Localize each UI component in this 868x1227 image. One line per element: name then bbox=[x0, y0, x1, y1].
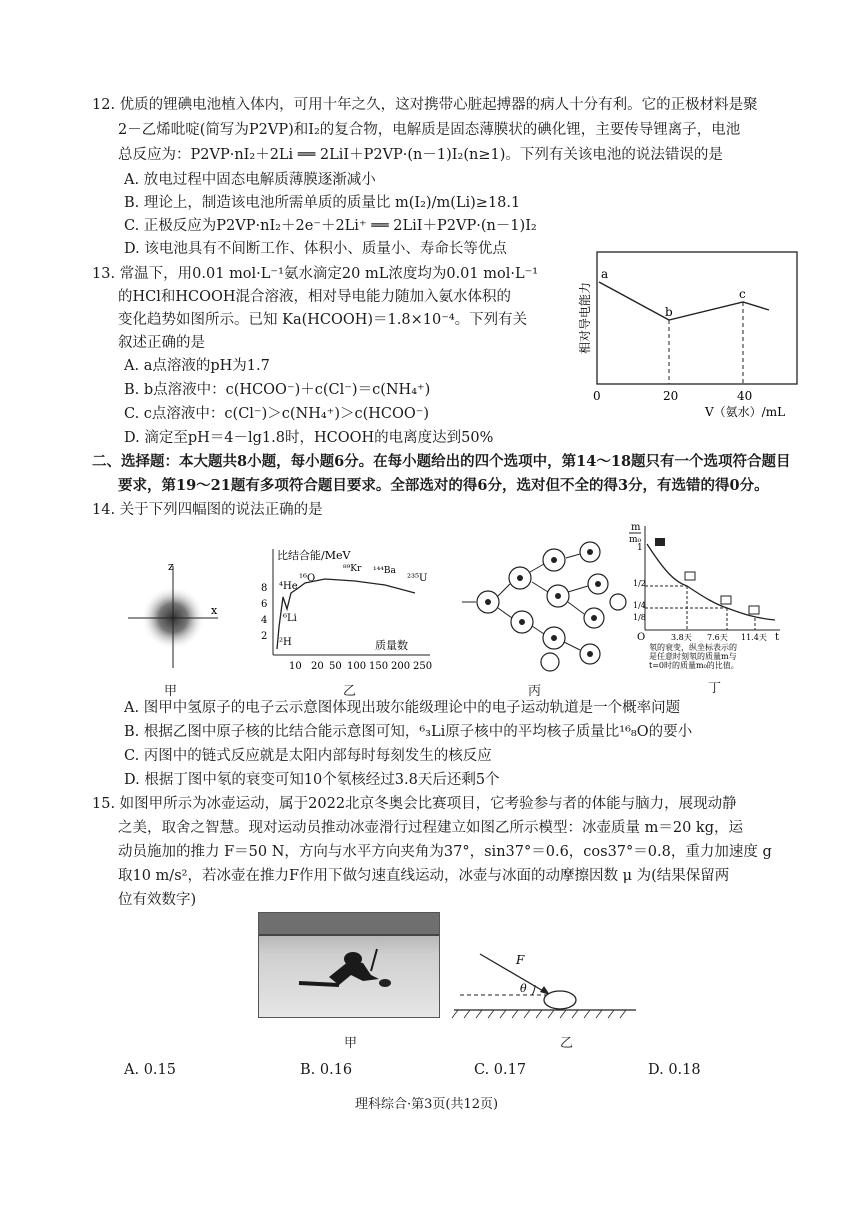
be-xtick-250: 250 bbox=[413, 661, 433, 672]
q14-option-b: B. 根据乙图中原子核的比结合能示意图可知，⁶₃Li原子核中的平均核子质量比¹⁶₈O的要小 bbox=[124, 724, 693, 740]
x-axis-label: x bbox=[211, 604, 218, 617]
be-h: ²H bbox=[279, 637, 292, 648]
be-xtick-50: 50 bbox=[329, 661, 342, 672]
fig-bing-label: 丙 bbox=[528, 684, 542, 699]
angle-label: θ bbox=[520, 982, 527, 995]
q14-line1: 14. 关于下列四幅图的说法正确的是 bbox=[92, 502, 323, 518]
be-xtick-10: 10 bbox=[289, 661, 302, 672]
q15-line2: 之美，取舍之智慧。现对运动员推动冰壶滑行过程建立如图乙所示模型：冰壶质量 m＝20 kg，运 bbox=[118, 820, 743, 836]
be-xtick-20: 20 bbox=[311, 661, 324, 672]
fig-jia-label: 甲 bbox=[164, 684, 178, 699]
q12-option-c: C. 正极反应为P2VP·nI₂＋2e⁻＋2Li⁺ ══ 2LiI＋P2VP·(n－1)I₂ bbox=[124, 218, 537, 234]
decay-y8: 1/8 bbox=[633, 613, 646, 622]
decay-sample-4 bbox=[749, 606, 759, 614]
force-arrow-line bbox=[480, 954, 550, 995]
be-xlabel: 质量数 bbox=[375, 639, 408, 652]
decay-t2: 7.6天 bbox=[707, 633, 728, 642]
fig-chain-reaction bbox=[458, 538, 628, 673]
be-ytick-2: 2 bbox=[261, 631, 268, 642]
fig-ding-label: 丁 bbox=[708, 681, 722, 696]
be-li: ⁶Li bbox=[283, 613, 297, 624]
q14-option-c: C. 丙图中的链式反应就是太阳内部每时每刻发生的核反应 bbox=[124, 748, 492, 764]
be-he: ⁴He bbox=[279, 581, 298, 592]
be-xtick-150: 150 bbox=[369, 661, 389, 672]
q13-line4: 叙述正确的是 bbox=[118, 335, 205, 351]
ground-hatching bbox=[452, 1010, 626, 1018]
be-ytick-4: 4 bbox=[261, 615, 268, 626]
be-ylabel: 比结合能/MeV bbox=[277, 549, 351, 562]
section2-line2: 要求，第19～21题有多项符合题目要求。全部选对的得6分，选对但不全的得3分，有选错的得0分。 bbox=[118, 477, 769, 494]
graph-ylabel: 相对导电能力 bbox=[578, 281, 592, 354]
point-b-label: b bbox=[665, 305, 673, 319]
decay-caption-1: 氡的衰变，纵坐标表示的 bbox=[649, 643, 737, 652]
q13-line1: 13. 常温下，用0.01 mol·L⁻¹氨水滴定20 mL浓度均为0.01 mol·L⁻¹ bbox=[92, 266, 539, 282]
q15-option-a: A. 0.15 bbox=[124, 1062, 176, 1078]
fig-binding-energy bbox=[255, 545, 435, 675]
force-label: F bbox=[516, 953, 525, 967]
be-xtick-200: 200 bbox=[391, 661, 411, 672]
curling-force-diagram bbox=[450, 940, 640, 1030]
q14-option-d: D. 根据丁图中氡的衰变可知10个氡核经过3.8天后还剩5个 bbox=[124, 772, 500, 788]
decay-caption-2: 是任意时刻氡的质量m与 bbox=[649, 652, 737, 661]
be-kr: ⁸⁹Kr bbox=[343, 564, 362, 574]
q15-option-c: C. 0.17 bbox=[474, 1062, 527, 1078]
model-yi-label: 乙 bbox=[560, 1036, 574, 1051]
q15-line5: 位有效数字) bbox=[118, 892, 197, 908]
section2-line1: 二、选择题：本大题共8小题，每小题6分。在每小题给出的四个选项中，第14～18题只有一个选项符合题目 bbox=[92, 453, 791, 470]
q13-conductivity-graph bbox=[578, 250, 805, 420]
decay-y1: 1 bbox=[637, 543, 643, 553]
curling-athlete-silhouette bbox=[259, 913, 439, 1017]
q15-option-d: D. 0.18 bbox=[648, 1062, 701, 1078]
decay-ylabel-den: m₀ bbox=[629, 535, 642, 545]
q12-line3: 总反应为：P2VP·nI₂＋2Li ══ 2LiI＋P2VP·(n－1)I₂(n≥1)。下列有关该电池的说法错误的是 bbox=[118, 147, 723, 163]
decay-y2: 1/2 bbox=[633, 579, 646, 588]
decay-y4: 1/4 bbox=[633, 601, 646, 610]
q13-option-d: D. 滴定至pH＝4－lg1.8时，HCOOH的电离度达到50% bbox=[124, 430, 494, 446]
q15-line4: 取10 m/s²，若冰壶在推力F作用下做匀速直线运动，冰壶与冰面的动摩擦因数 μ 为(结果保留两 bbox=[118, 868, 730, 884]
q15-option-b: B. 0.16 bbox=[300, 1062, 353, 1078]
decay-t3: 11.4天 bbox=[741, 633, 767, 642]
curling-photo bbox=[258, 912, 440, 1018]
be-ytick-6: 6 bbox=[261, 599, 268, 610]
fig-yi-label: 乙 bbox=[343, 684, 357, 699]
point-a-label: a bbox=[601, 267, 609, 281]
decay-sample-2 bbox=[685, 572, 695, 580]
q12-option-a: A. 放电过程中固态电解质薄膜逐渐减小 bbox=[124, 172, 376, 188]
q12-option-b: B. 理论上，制造该电池所需单质的质量比 m(I₂)/m(Li)≥18.1 bbox=[124, 195, 521, 211]
q12-line2: 2－乙烯吡啶(简写为P2VP)和I₂的复合物，电解质是固态薄膜状的碘化锂，主要传导锂离子，电池 bbox=[118, 122, 741, 138]
curling-stone bbox=[544, 991, 576, 1009]
q13-line3: 变化趋势如图所示。已知 Ka(HCOOH)＝1.8×10⁻⁴。下列有关 bbox=[118, 312, 528, 328]
graph-frame bbox=[597, 252, 797, 384]
q15-line3: 动员施加的推力 F＝50 N，方向与水平方向夹角为37°，sin37°＝0.6，cos37°＝0.8，重力加速度 g bbox=[118, 844, 772, 860]
q13-option-c: C. c点溶液中：c(Cl⁻)＞c(NH₄⁺)＞c(HCOO⁻) bbox=[124, 406, 430, 422]
q12-line1: 12. 优质的锂碘电池植入体内，可用十年之久，这对携带心脏起搏器的病人十分有利。它的正极材料是聚 bbox=[92, 97, 758, 113]
z-axis-label: z bbox=[168, 560, 174, 573]
decay-origin: O bbox=[637, 632, 646, 643]
graph-x40: 40 bbox=[737, 389, 753, 403]
decay-ylabel-num: m bbox=[631, 522, 641, 533]
decay-sample-1 bbox=[655, 538, 665, 546]
q13-option-a: A. a点溶液的pH为1.7 bbox=[124, 358, 270, 374]
graph-origin: 0 bbox=[593, 389, 601, 403]
graph-xlabel: V（氨水）/mL bbox=[705, 405, 786, 419]
decay-sample-3 bbox=[721, 596, 731, 604]
q15-line1: 15. 如图甲所示为冰壶运动，属于2022北京冬奥会比赛项目，它考验参与者的体能与脑力，展现动静 bbox=[92, 796, 737, 812]
be-u: ²³⁵U bbox=[407, 573, 428, 584]
be-ytick-8: 8 bbox=[261, 583, 268, 594]
be-o: ¹⁶O bbox=[299, 573, 316, 584]
angle-arc bbox=[532, 985, 535, 995]
q14-option-a: A. 图甲中氢原子的电子云示意图体现出玻尔能级理论中的电子运动轨道是一个概率问题 bbox=[124, 700, 681, 716]
q12-option-d: D. 该电池具有不间断工作、体积小、质量小、寿命长等优点 bbox=[124, 241, 507, 257]
fig-radon-decay bbox=[625, 520, 785, 670]
q13-line2: 的HCl和HCOOH混合溶液，相对导电能力随加入氨水体积的 bbox=[118, 289, 512, 305]
photo-jia-label: 甲 bbox=[344, 1036, 358, 1051]
decay-xaxis-label: t bbox=[775, 632, 780, 643]
graph-x20: 20 bbox=[663, 389, 679, 403]
decay-t1: 3.8天 bbox=[671, 633, 692, 642]
page-footer: 理科综合·第3页(共12页) bbox=[355, 1097, 499, 1112]
be-ba: ¹⁴⁴Ba bbox=[373, 566, 396, 576]
point-c-label: c bbox=[739, 287, 746, 301]
be-xtick-100: 100 bbox=[347, 661, 367, 672]
decay-caption-3: t=0时的质量m₀的比值。 bbox=[649, 661, 739, 670]
q13-option-b: B. b点溶液中：c(HCOO⁻)＋c(Cl⁻)＝c(NH₄⁺) bbox=[124, 382, 431, 398]
fig-electron-cloud bbox=[118, 560, 228, 670]
